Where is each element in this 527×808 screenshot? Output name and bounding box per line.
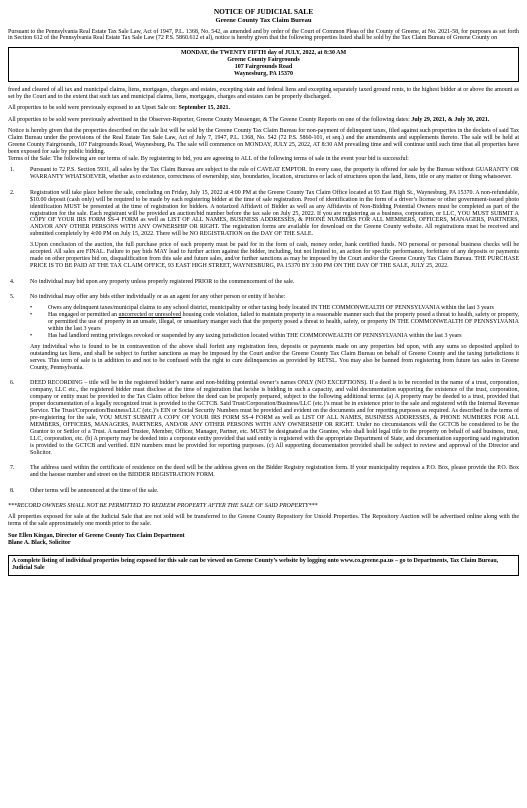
upset-sale-date: September 15, 2021. [178, 105, 231, 112]
term-item-5 [8, 294, 519, 376]
notice-subtitle: Greene County Tax Claim Bureau [215, 16, 312, 24]
term-text: Pursuant to 72 P.S. Section 5931, all sales by the Tax Claim Bureau are subject to the rule of CAVEAT EMPTOR. In every case, the property is offered for sale by the Bureau without GUARANTY OR WARRANTY WHATSOEVER, whether as to existence, correctness of ownership, size, boundaries, location, structures or lack of structures upon the land, liens, title or any matter or thing whatsoever. [30, 167, 519, 181]
advertised-text: All properties to be sold were previously advertised in the Observer-Reporter, Greene County Messenger, & The Greene County Reports on one of the following dates: [8, 116, 410, 123]
bullet-text [48, 312, 519, 333]
intro-paragraph: Pursuant to the Pennsylvania Real Estate Tax Sale Law, Act of 1947, P.L. 1368, No. 542, as amended and by order of the Court of Common Pleas of the County of Greene, at No. 2021-58, for purposes as set forth in Section 612 of the Pennsylvania Real Estate Tax Sale Law (72 P.S. 5860.612 et al), notice is hereby given that the following properties listed shall be sold by the Tax Claim Bureau of Greene County on [8, 28, 519, 42]
notice-paragraph: Notice is hereby given that the properties described on the sale list will be sold by the Greene County Tax Claim Bureau for non-payment of delinquent taxes, filed against such properties in the dockets of said Tax Claim Bureau under the provisions of the Real Estate Tax Sale Law, Act of July 7, 1947, P.L. 1368, No. 542 (72 P.S. 5860-101, et seq.) and the amendments and supplements thereto. The sale will be held at Greene County Fairgrounds, 107 Fairgrounds Road, Waynesburg, Pa. The sale will commence on MONDAY, JULY 25, 2022, AT 8:30 AM prevailing time and will continue until such time that all properties have been exposed for sale by public bidding. [8, 127, 519, 155]
bullet-icon: • [30, 305, 33, 312]
notice-title-block [8, 8, 519, 25]
term-item-7 [8, 465, 519, 483]
term-number: 4. [10, 278, 15, 285]
notice-page [8, 8, 519, 792]
sale-date: MONDAY, the TWENTY FIFTH day of JULY, 2022, at 8:30 AM [180, 49, 347, 56]
term-text: The address used within the certificate of residence on the deed will be the address given on the Bidder Registry registration form. If your municipality requires a P.O. Box, please provide the P.O. Box and the haouse number and street on the BIDDER REGISTRATION FORM. [30, 465, 519, 479]
term-item-2 [8, 190, 519, 274]
term-text-forfeit: Any individual who is found to be in contravention of the above shall forfeit any registration fees, deposits or payments made on any properties bid upon, with any sums so deposited applied to outstanding tax liens, and shall be subject to further sanctions as may be imposed by the Court and/or the Greene County Tax Claim Bureau on behalf of Greene County and the taxing jurisdictions it serves. This term of sale is in addition to and not to be confused with the right to cure delinquencies as provided by RETSL. You may also be banned from registering from future tax sales in Greene County, Pennsylvania. [30, 343, 519, 371]
solicitor-signature: Blane A. Black, Solicitor [8, 540, 71, 546]
notice-title: NOTICE OF JUDICIAL SALE [213, 7, 314, 16]
bullet-text: Has had landlord renting privileges revoked or suspended by any taxing jurisdiction located within THE COMMONWEALTH OF PENNSYLVANIA within the last 3 years [48, 332, 462, 339]
term-number: 6. [10, 380, 15, 387]
term-item-6 [8, 380, 519, 460]
term-text: No individual may offer any bids either individually or as an agent for any other person or entity if he/she: [30, 294, 286, 301]
bullet-text-underlined: uncorrected or unresolved [118, 311, 182, 318]
term-number: 1. [10, 167, 15, 174]
sale-street: 107 Fairgrounds Road [234, 64, 293, 71]
bullet-item [30, 312, 519, 333]
record-owners-notice: ***RECORD OWNERS SHALL NOT BE PERMITTED TO REDEEM PROPERTY AFTER THE SALE OF SAID PROPERTY*** [8, 502, 318, 509]
bullet-item [30, 305, 519, 312]
free-clear-paragraph: freed and cleared of all tax and municipal claims, liens, mortgages, charges and estates, excepting state and federal liens and excepting separately taxed ground rents, to the highest bidder at or above the amount as set by the Court and to the extent that such tax and municipal claims, liens, mortgages, charges and estates can be properly discharged. [8, 86, 519, 100]
term-number: 5. [10, 294, 15, 301]
upset-sale-paragraph [8, 105, 519, 112]
advertised-dates: July 29, 2021, & July 30, 2021. [411, 116, 490, 123]
bullet-text-part: housing code violation, failed to maintain property in a reasonable manner such that the property posed a threat to health, safety or property, or permitted the use of property in an unsafe, illegal, or unsanitary manger such that the property posed a threat to health, safety, or property IN THE COMMONWEALTH OF PENNSYLVANIA within the last 3 years [48, 311, 520, 332]
term-text: Registration will take place before the sale, concluding on Friday, July 15, 2022 at 4:00 PM at the Greene County Tax Claim Office located at 93 East High St., Waynesburg, PA 15370. A non-refundable, $10.00 deposit (cash only) will be required to be made by each registering bidder at the time of sale registration. Proof of identification in the form of a driver’s license or other government-issued photo identification MUST be presented at the time of registration for bidders. A notarized Affidavit of Bidder as well as any Affidavits of Non-Bidding Potential Owners must be completed as part of the registration for the sale. Each registrant will be provided an auction/bid number before the tax sale on July 25, 2022. If you are registering as a business, corporation, or LLC, YOU MUST SUBMIT A COPY OF YOUR IRS FORM SS-4 FORM as well as LIST OF ALL NAMES, BUSINESS ADDRESSES, & PHONE NUMBERS FOR ALL MEMBERS, OFFICERS, MANAGERS, PARTNERS, AND/OR ANY OTHER PERSONS WITH ANY OWNERSHIP OR RIGHT. The registration forms are available for download on the Greene County website. All registrations must be received and submitted completely by 4:00 PM on July 15, 2022. There will be NO REGISTRATION on the DAY OF THE SALE. [30, 189, 519, 238]
bullet-text-part: Has engaged or permitted an [48, 311, 117, 318]
bullet-icon: • [30, 332, 33, 339]
term-item-8 [8, 488, 519, 499]
sale-city: Waynesburg, PA 15370 [233, 71, 294, 78]
term-number: 7. [10, 465, 15, 472]
bullet-text: Owes any delinquent taxes/municipal claims to any school district, municipality or other taxing body located IN THE COMMONWEALTH OF PENNSYLVANIA within the last 3 years [48, 305, 494, 312]
terms-paragraph: Terms of the Sale: The following are our terms of sale. By registering to bid, you are agreeing to ALL of the following terms of sale in the event your bid is successful: [8, 155, 409, 162]
terms-list [8, 167, 519, 498]
unsold-paragraph: All properties exposed for sale at the Judicial Sale that are not sold will be transferred to the Greene County Repository for Unsold Properties. The Repository Auction will be advertised online along with the terms of the sale approximately one month prior to the sale. [8, 514, 519, 528]
website-listing-box: A complete listing of individual properties being exposed for this sale can be viewed on Greene County’s website by logging onto www.co.greene.pa.us – go to Departments, Tax Claim Bureau, Judicial Sale [8, 555, 519, 575]
advertised-paragraph [8, 117, 519, 124]
term-number: 8. [10, 487, 15, 494]
term-text: DEED RECORDING – title will be in the registered bidder’s name and non-bidding potential owner’s names ONLY (NO EXCEPTIONS). If a deed is to be recorded in the name of a trust, corporation, company, LLC etc., the registered bidder must disclose at the time of registration that he/she is bidding in such a capacity, and valid documentation supporting the existence of the trust, corporation, company or entity must be provided to the Tax Claim office before the deed can be properly prepared, subject to the following additional terms: (a) A property may be deeded to a trust, provided that proper documentation of a legally recognized trust is provided to the GCTCB. Said Trust/Corporation/Business/LLC (etc.)’s must be in existence prior to the sale and registered with the Internal Revenue Service. The Trust/Corporation/Business/LLC (etc.)’s EIN or Social Security Numbers must be provided and evident on the documents and for reporting purposes as required. As described in the terms of pre-registering for the sale, YOU MUST SUBMIT A COPY OF YOUR IRS FORM SS-4 FORM as well as LIST OF ALL NAMES, BUSINESS ADDRESSES, & PHONE NUMBERS FOR ALL MEMBERS, OFFICERS, MANAGERS, PARTNERS, AND/OR ANY OTHER PERSONS WITH ANY OWNERSHIP OR RIGHT. Under no circumstances will the GCTCB be considered to be the Grantor to or Settlor of a Trust. A named Trustee, Member, Officer, Manager, Partner, etc. MUST be designated as the Grantee, who shall hold legal title to the property on behalf of said business, trust, LLC, corporation, etc. (b) A property may be deeded into a corporate entity provided that said entity is registered with the appropriate Department of State, and documentation supporting said registration is provided to the GCTCB and verified. EIN numbers must be provided for reporting purposes. (c) All supporting documentation provided shall be subject to review and approval of the Director and Solicitor. [30, 380, 519, 456]
term-text: Other terms will be announced at the time of the sale. [30, 487, 159, 494]
sale-details-box [8, 47, 519, 82]
term-text-payment: 3.Upon conclusion of the auction, the full purchase price of each property must be paid for in the form of cash, money order, bank certified funds. NO personal or personal business checks will be accepted. All sales are FINAL. Failure to pay bids MAY lead to further action against the bidder, including, but not limited to, an action for specific performance, forfeiture of any deposits or payments made on other properties bid on, disqualification from this sale and future sales, and/or further sanctions as may be imposed by the Court and/or the Greene County Tax Claim Bureau. THE PURCHASE PRICE IS TO BE PAID AT THE TAX CLAIM OFFICE, 93 EAST HIGH STREET, WAYNESBURG, PA 15370 BY 3:00 PM ON THE DAY OF THE SALE, JULY 25, 2022. [30, 242, 519, 270]
bullet-item [30, 333, 519, 340]
term-item-4 [8, 279, 519, 290]
upset-sale-text: All properties to be sold were previously exposed to an Upset Sale on: [8, 105, 177, 112]
sale-venue: Greene County Fairgrounds [227, 57, 300, 64]
bullet-icon: • [30, 311, 33, 318]
director-signature: Sue Ellen Kingan, Director of Greene County Tax Claim Department [8, 532, 185, 539]
term-number: 2. [10, 189, 15, 196]
term-text: No individual may bid upon any property unless properly registered PRIOR to the commencement of the sale. [30, 278, 295, 285]
term-item-1 [8, 167, 519, 185]
signature-block [8, 533, 519, 547]
